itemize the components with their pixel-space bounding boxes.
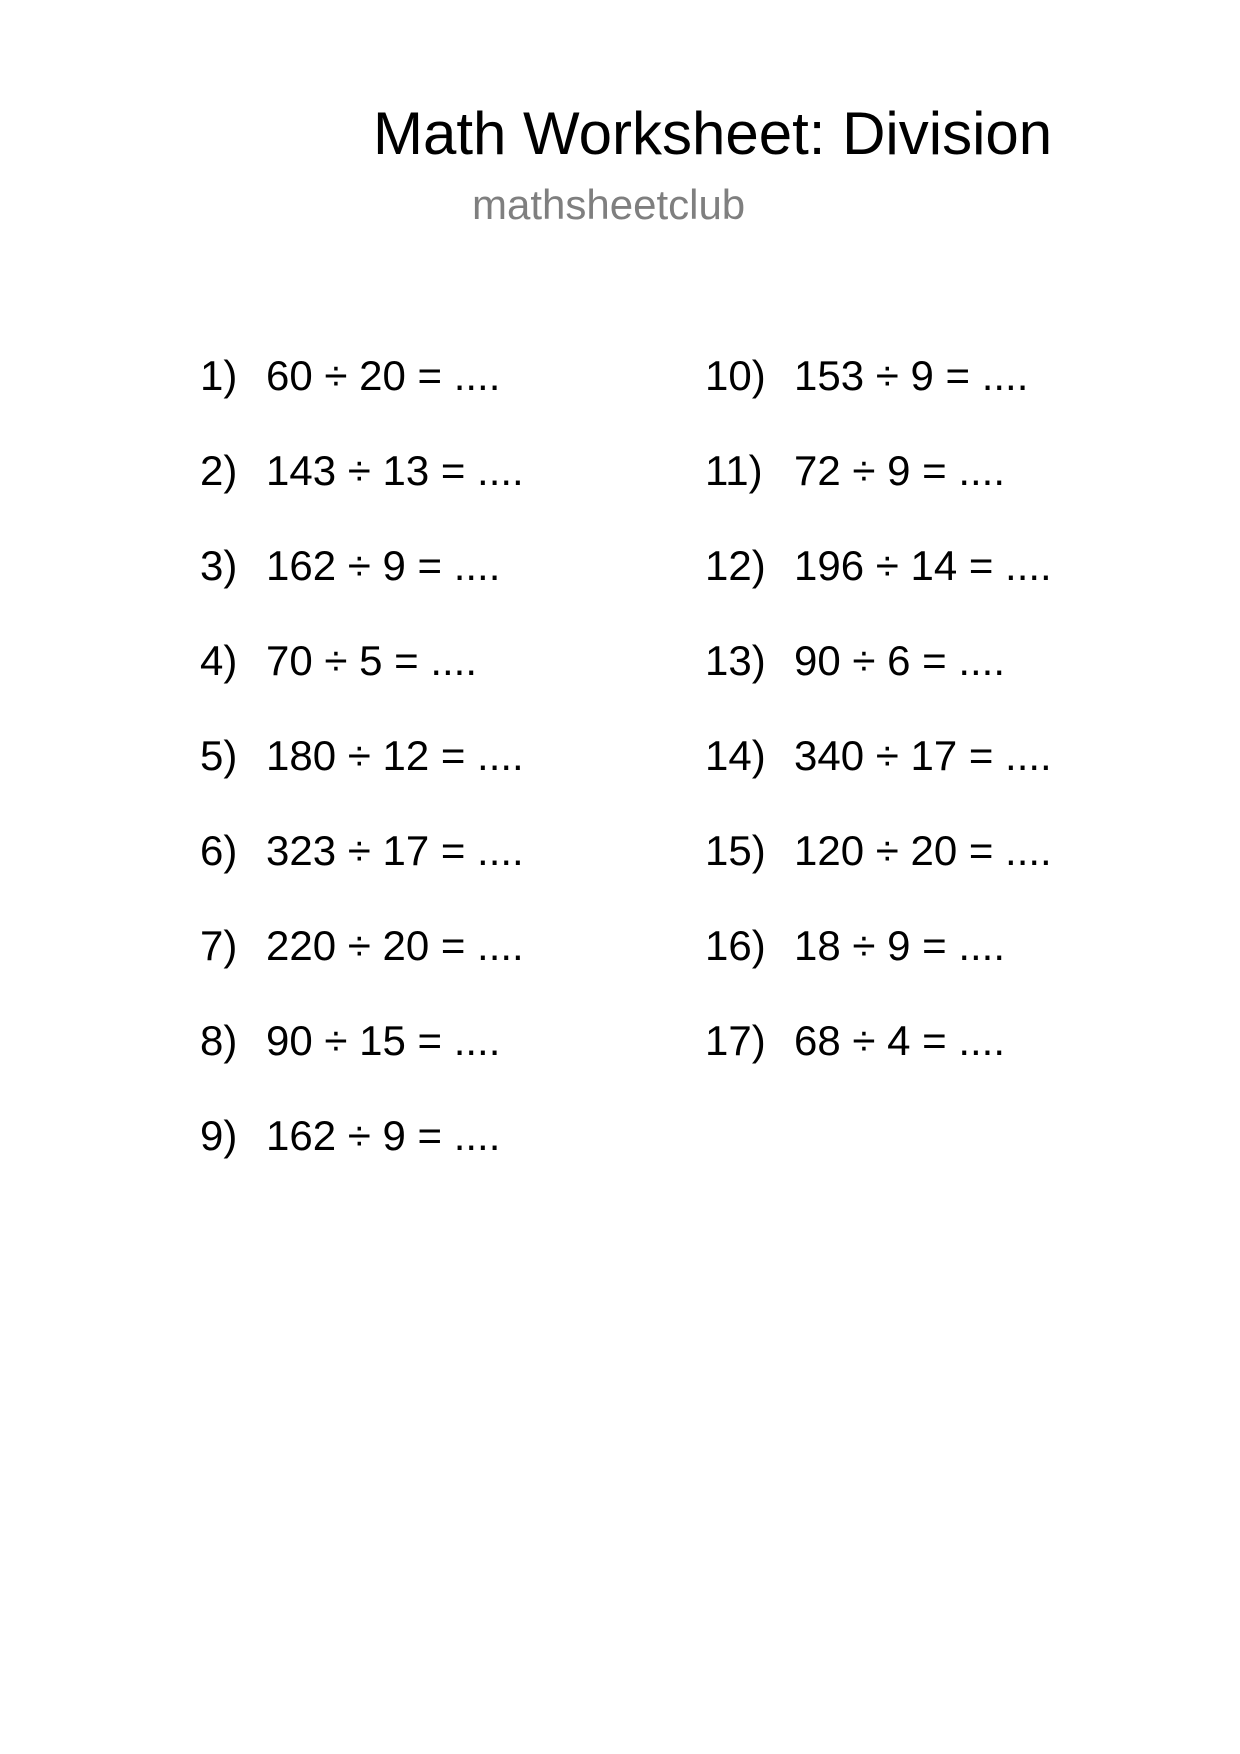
problem-number: 2) [200,447,238,494]
problem-expression: 340 ÷ 17 = .... [794,732,1052,779]
worksheet-title: Math Worksheet: Division [373,100,1053,167]
problem-expression: 196 ÷ 14 = .... [794,542,1052,589]
problem-column-left [200,350,524,1205]
problem-expression: 153 ÷ 9 = .... [794,352,1029,399]
problem-item [200,920,524,1015]
problem-item [705,825,1052,920]
problem-item [200,350,524,445]
problem-number: 7) [200,922,238,969]
problem-expression: 60 ÷ 20 = .... [266,352,501,399]
problem-number: 5) [200,732,238,779]
problem-expression: 323 ÷ 17 = .... [266,827,524,874]
problem-item [200,730,524,825]
problem-number: 8) [200,1017,238,1064]
problem-expression: 90 ÷ 6 = .... [794,637,1006,684]
problem-expression: 143 ÷ 13 = .... [266,447,524,494]
problem-item [705,730,1052,825]
problem-number: 13) [705,637,766,684]
problem-number: 6) [200,827,238,874]
problem-expression: 68 ÷ 4 = .... [794,1017,1006,1064]
problem-expression: 162 ÷ 9 = .... [266,1112,501,1159]
problem-number: 4) [200,637,238,684]
problem-number: 12) [705,542,766,589]
problem-expression: 90 ÷ 15 = .... [266,1017,501,1064]
problem-item [705,920,1052,1015]
problem-expression: 72 ÷ 9 = .... [794,447,1006,494]
problem-expression: 220 ÷ 20 = .... [266,922,524,969]
problem-number: 9) [200,1112,238,1159]
problem-expression: 120 ÷ 20 = .... [794,827,1052,874]
problem-item [705,635,1052,730]
problem-number: 1) [200,352,238,399]
problem-number: 17) [705,1017,766,1064]
problem-item [200,635,524,730]
problem-number: 14) [705,732,766,779]
problem-expression: 18 ÷ 9 = .... [794,922,1006,969]
problem-item [705,1015,1052,1110]
problem-item [705,540,1052,635]
problem-number: 15) [705,827,766,874]
problem-item [200,1015,524,1110]
problem-item [200,1110,524,1205]
problem-number: 10) [705,352,766,399]
problem-column-right [705,350,1052,1110]
problem-expression: 162 ÷ 9 = .... [266,542,501,589]
problem-item [200,825,524,920]
problem-expression: 70 ÷ 5 = .... [266,637,478,684]
problem-item [200,540,524,635]
problem-item [200,445,524,540]
problem-item [705,445,1052,540]
problem-number: 11) [705,447,763,494]
worksheet-subtitle: mathsheetclub [472,181,746,228]
problem-item [705,350,1052,445]
problem-number: 3) [200,542,238,589]
problem-expression: 180 ÷ 12 = .... [266,732,524,779]
problem-number: 16) [705,922,766,969]
